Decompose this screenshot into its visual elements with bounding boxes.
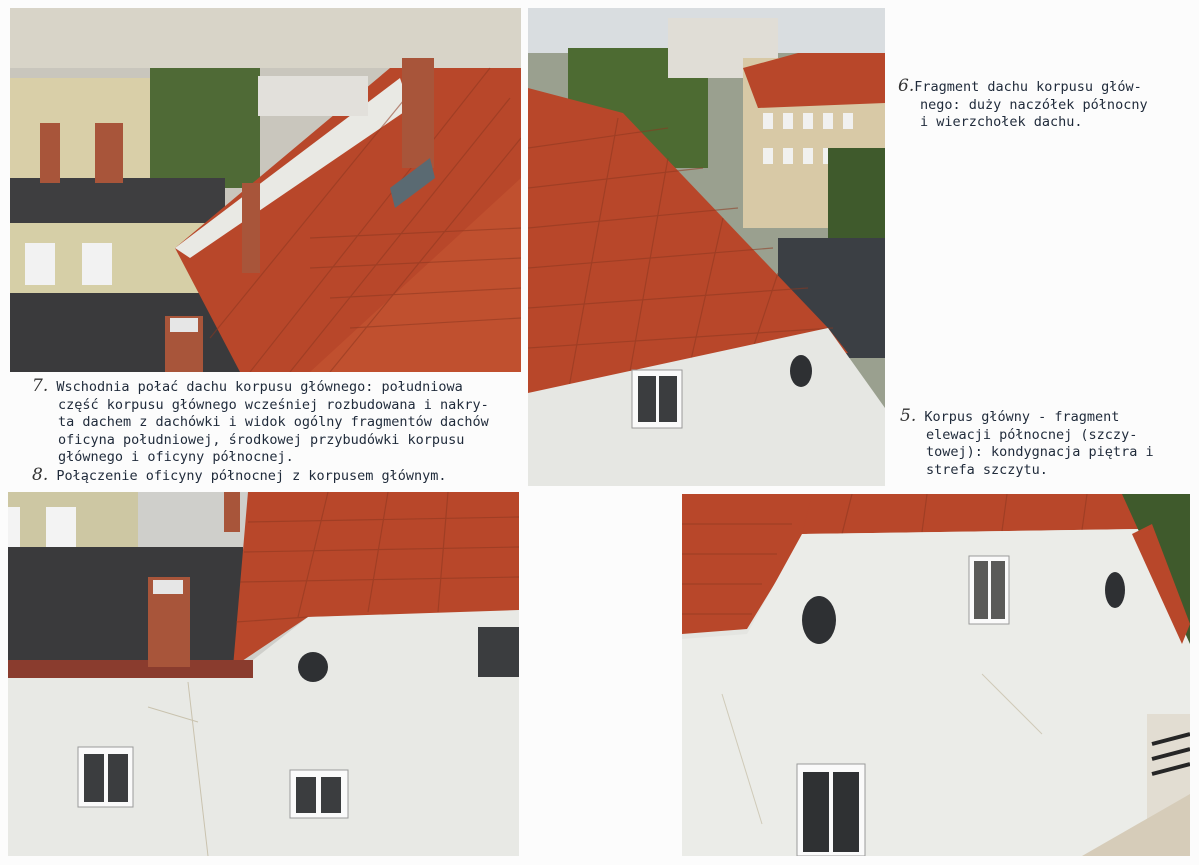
caption-6-line-3: i wierzchołek dachu.: [920, 114, 1083, 130]
caption-7: [32, 378, 524, 485]
caption-8-number: 8.: [32, 464, 49, 485]
caption-5-line-4: strefa szczytu.: [926, 461, 1048, 478]
caption-6-line-2: nego: duży naczółek północny: [920, 96, 1148, 113]
caption-5-line-1: Korpus główny - fragment: [924, 409, 1120, 425]
photo-5-north-elevation: [682, 494, 1190, 856]
caption-7-line-1: Wschodnia połać dachu korpusu głównego: południowa: [56, 379, 463, 395]
caption-5: [900, 408, 1190, 479]
caption-6: [898, 78, 1188, 132]
photo-8-north-annex-junction: [8, 492, 519, 856]
caption-6-line-1: Fragment dachu korpusu głów-: [914, 79, 1142, 95]
caption-5-line-2: elewacji północnej (szczy-: [926, 426, 1138, 443]
caption-6-number: 6.: [898, 76, 915, 96]
caption-7-line-2: część korpusu głównego wcześniej rozbudowana i nakry-: [58, 396, 489, 413]
caption-7-line-4: oficyna południowej, środkowej przybudówki korpusu: [58, 431, 465, 448]
photo-6-north-gable: [528, 8, 885, 486]
caption-8-line-1: Połączenie oficyny północnej z korpusem głównym.: [56, 467, 447, 484]
caption-5-number: 5.: [900, 406, 917, 426]
caption-5-line-3: towej): kondygnacja piętra i: [926, 444, 1154, 460]
caption-7-line-5: głównego i oficyny północnej.: [58, 449, 294, 465]
photo-7-east-roof: [10, 8, 521, 372]
caption-7-number: 7.: [32, 376, 49, 396]
caption-7-line-3: ta dachem z dachówki i widok ogólny fragmentów dachów: [58, 414, 489, 430]
